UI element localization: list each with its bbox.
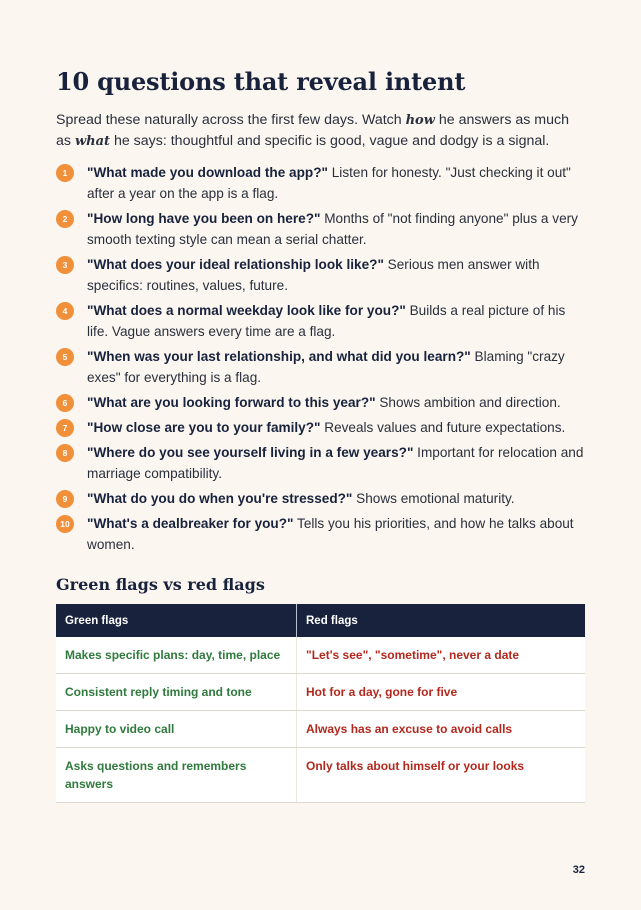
- question-item: [56, 346, 585, 388]
- question-number-badge: 10: [56, 515, 74, 533]
- flags-section-title: Green flags vs red flags: [56, 575, 265, 594]
- question-note: Listen for honesty. "Just checking it out" after a year on the app is a flag.: [87, 165, 571, 201]
- question-item: [56, 392, 585, 413]
- question-note: Important for relocation and marriage compatibility.: [87, 445, 584, 481]
- question-item: [56, 442, 585, 484]
- flags-table: [56, 604, 585, 803]
- intro-text-1: Spread these naturally across the first few days. Watch: [56, 112, 406, 128]
- question-text: "How long have you been on here?": [87, 211, 321, 226]
- green-flag-cell: Happy to video call: [56, 711, 297, 748]
- question-item: [56, 208, 585, 250]
- question-text: "What does a normal weekday look like for you?": [87, 303, 406, 318]
- red-flag-cell: Hot for a day, gone for five: [297, 674, 586, 711]
- intro-paragraph: [56, 110, 585, 152]
- question-text: "What are you looking forward to this year?": [87, 395, 376, 410]
- question-number-badge: 2: [56, 210, 74, 228]
- table-row: [56, 711, 585, 748]
- page-title: 10 questions that reveal intent: [56, 67, 466, 96]
- green-flag-cell: Makes specific plans: day, time, place: [56, 637, 297, 674]
- question-text: "How close are you to your family?": [87, 420, 321, 435]
- question-text: "What do you do when you're stressed?": [87, 491, 353, 506]
- question-note: Reveals values and future expectations.: [320, 420, 566, 435]
- red-flag-cell: "Let's see", "sometime", never a date: [297, 637, 586, 674]
- question-note: Serious men answer with specifics: routines, values, future.: [87, 257, 540, 293]
- green-flag-cell: Asks questions and remembers answers: [56, 748, 297, 803]
- question-item: [56, 488, 585, 509]
- intro-text-3: he says: thoughtful and specific is good, vague and dodgy is a signal.: [110, 133, 550, 149]
- red-flag-cell: Only talks about himself or your looks: [297, 748, 586, 803]
- question-note: Shows emotional maturity.: [352, 491, 515, 506]
- question-item: [56, 417, 585, 438]
- question-item: [56, 254, 585, 296]
- question-text: "Where do you see yourself living in a few years?": [87, 445, 414, 460]
- questions-list: [56, 162, 585, 555]
- flags-table-header-row: [56, 604, 585, 637]
- question-text: "When was your last relationship, and what did you learn?": [87, 349, 471, 364]
- green-flags-header: Green flags: [56, 604, 297, 637]
- intro-emphasis-how: how: [405, 113, 435, 128]
- question-note: Blaming "crazy exes" for everything is a flag.: [87, 349, 565, 385]
- question-number-badge: 1: [56, 164, 74, 182]
- question-number-badge: 8: [56, 444, 74, 462]
- question-note: Shows ambition and direction.: [375, 395, 561, 410]
- question-number-badge: 9: [56, 490, 74, 508]
- table-row: [56, 637, 585, 674]
- question-item: [56, 162, 585, 204]
- question-note: Months of "not finding anyone" plus a very smooth texting style can mean a serial chatter.: [87, 211, 578, 247]
- question-item: [56, 300, 585, 342]
- question-text: "What's a dealbreaker for you?": [87, 516, 294, 531]
- green-flag-cell: Consistent reply timing and tone: [56, 674, 297, 711]
- question-item: [56, 513, 585, 555]
- question-number-badge: 6: [56, 394, 74, 412]
- question-number-badge: 3: [56, 256, 74, 274]
- red-flags-header: Red flags: [297, 604, 586, 637]
- question-number-badge: 5: [56, 348, 74, 366]
- question-number-badge: 7: [56, 419, 74, 437]
- question-text: "What made you download the app?": [87, 165, 328, 180]
- question-note: Builds a real picture of his life. Vague answers every time are a flag.: [87, 303, 566, 339]
- question-text: "What does your ideal relationship look like?": [87, 257, 384, 272]
- table-row: [56, 748, 585, 803]
- question-note: Tells you his priorities, and how he talks about women.: [87, 516, 574, 552]
- question-number-badge: 4: [56, 302, 74, 320]
- table-row: [56, 674, 585, 711]
- intro-emphasis-what: what: [74, 134, 111, 149]
- page-number: 32: [572, 864, 585, 876]
- red-flag-cell: Always has an excuse to avoid calls: [297, 711, 586, 748]
- intro-text-2: he answers as much as: [56, 112, 569, 149]
